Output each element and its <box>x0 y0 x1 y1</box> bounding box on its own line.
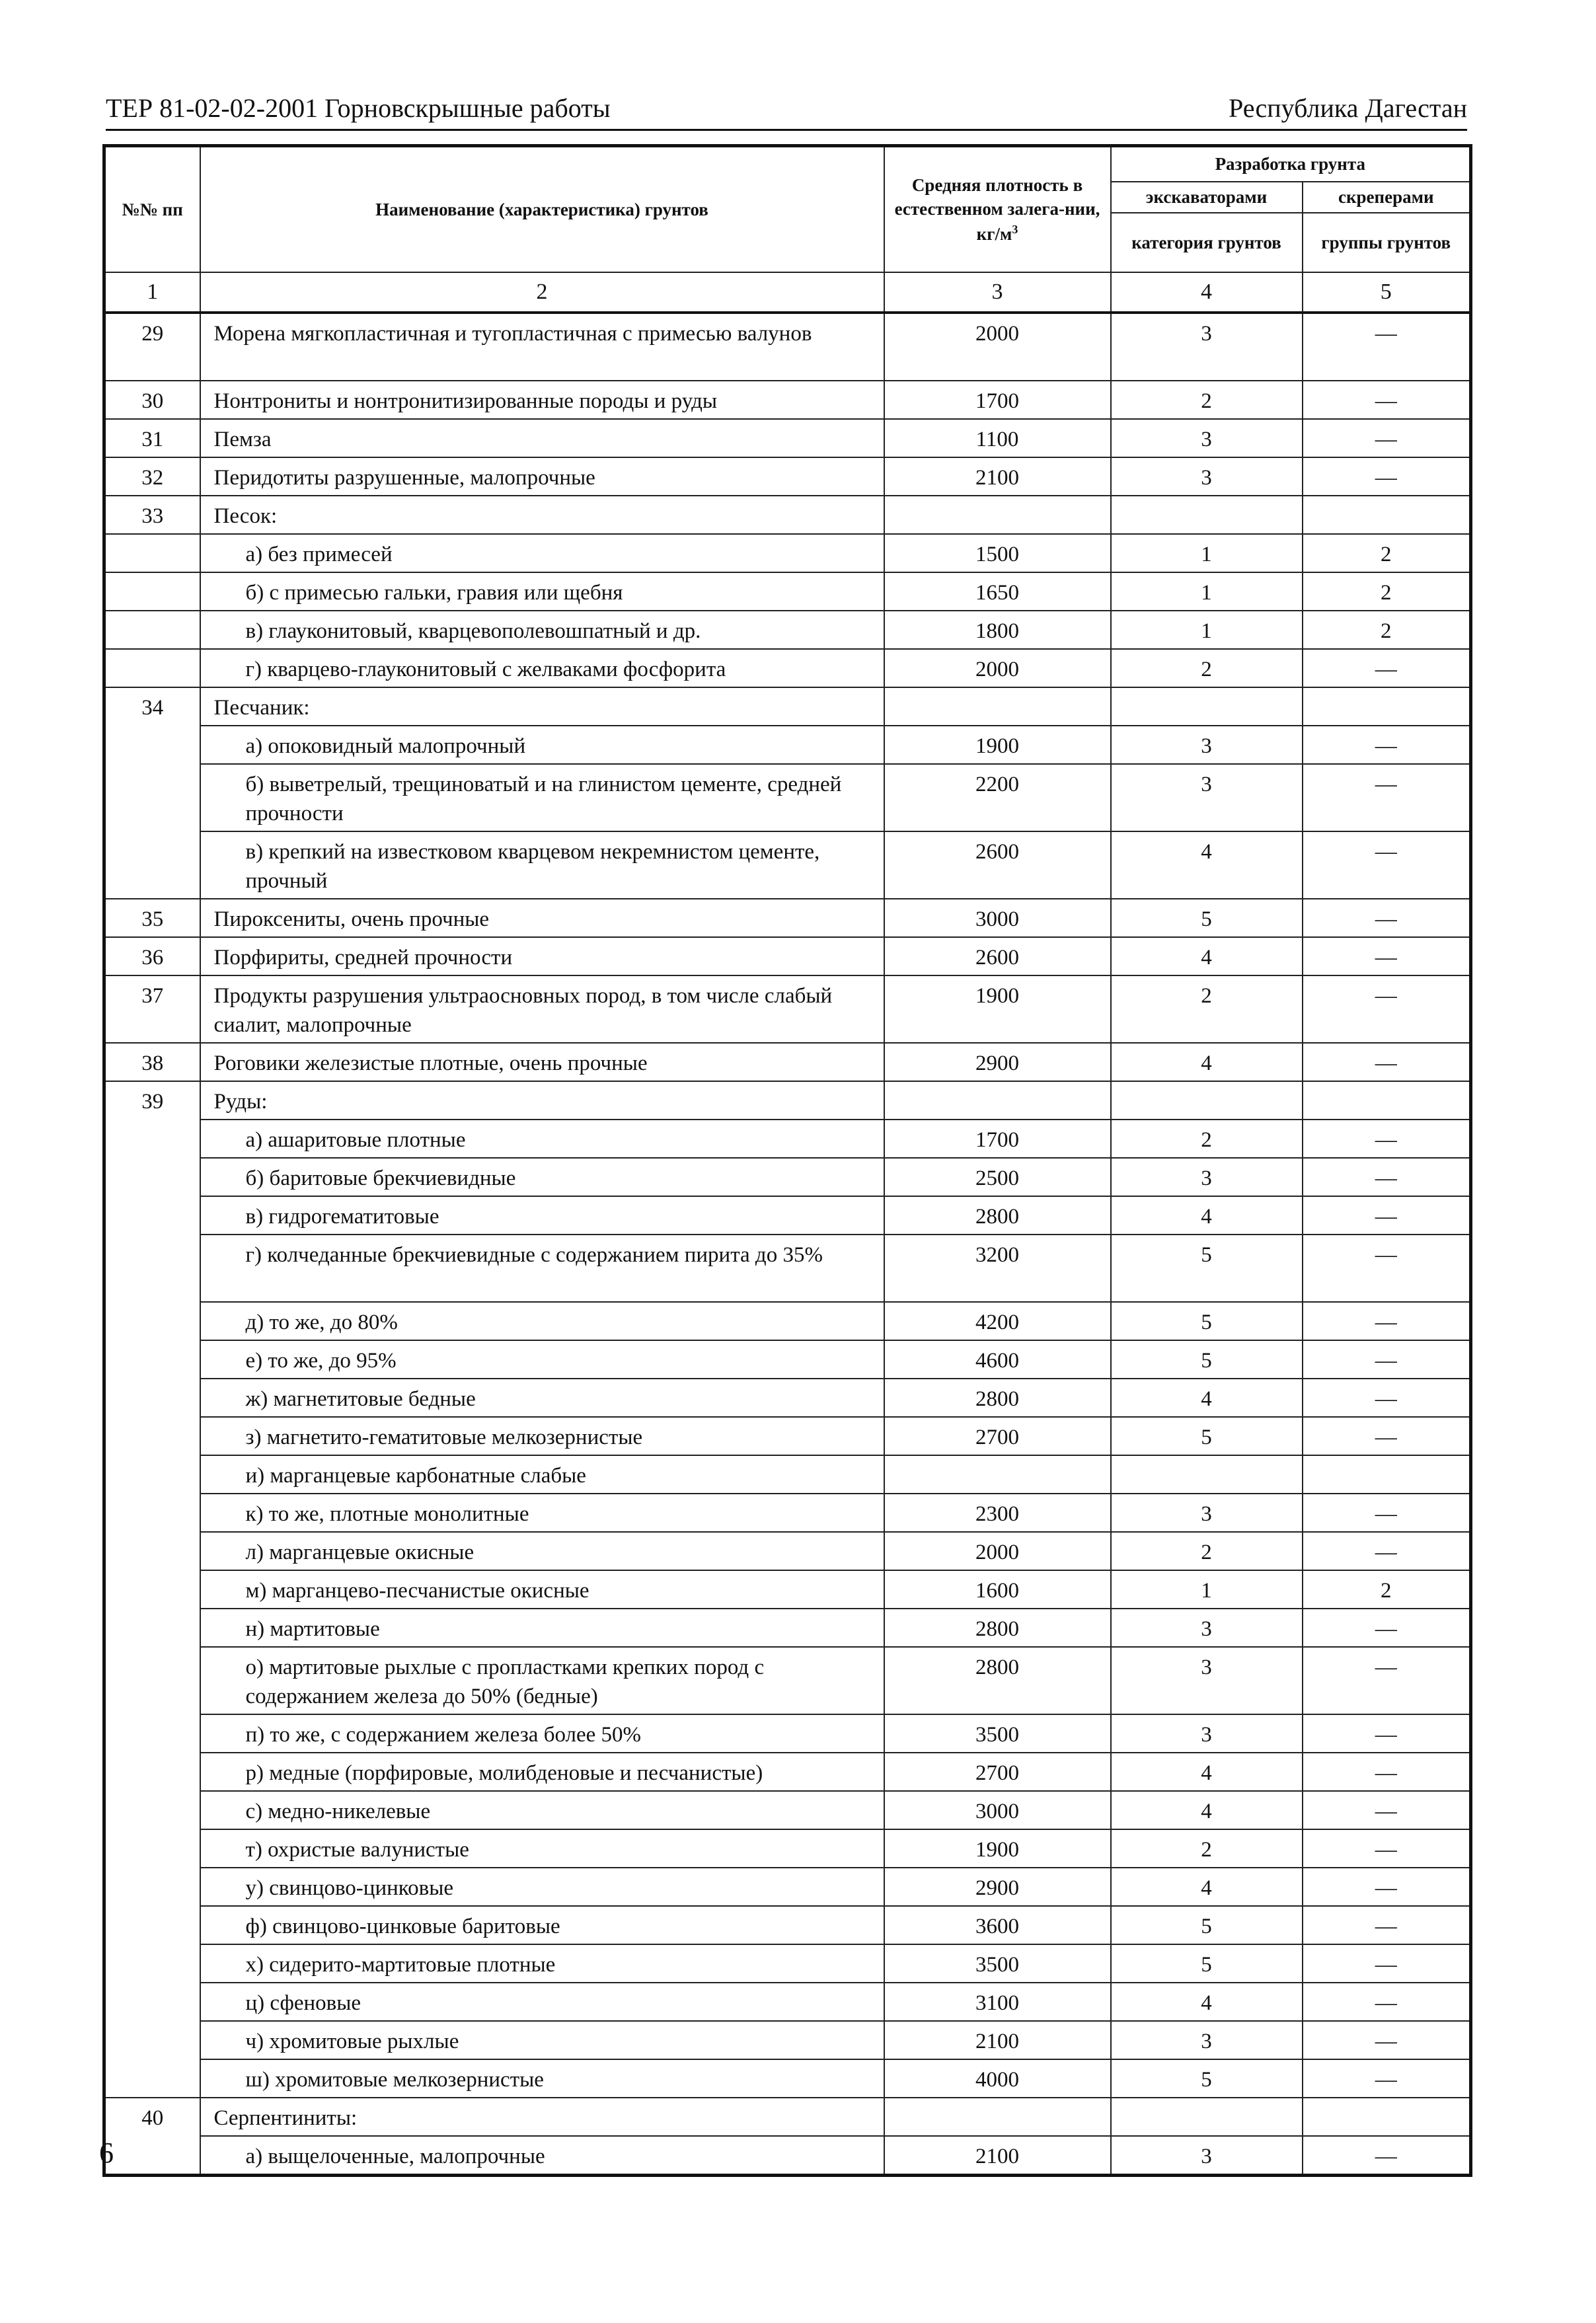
row-number: 39 <box>104 1081 200 1120</box>
excavator-category: 1 <box>1111 534 1303 572</box>
excavator-category: 2 <box>1111 975 1303 1043</box>
row-number <box>104 1158 200 1196</box>
row-number: 38 <box>104 1043 200 1081</box>
soil-name: г) кварцево-глауконитовый с желваками фосфорита <box>200 649 884 687</box>
soil-density: 2300 <box>884 1494 1111 1532</box>
soil-density: 3100 <box>884 1983 1111 2021</box>
scraper-group: — <box>1303 2059 1471 2098</box>
excavator-category: 2 <box>1111 649 1303 687</box>
column-number: 3 <box>884 272 1111 313</box>
excavator-category: 1 <box>1111 1570 1303 1609</box>
table-row <box>104 975 1471 1043</box>
soil-density: 2800 <box>884 1609 1111 1647</box>
scraper-group: — <box>1303 899 1471 937</box>
scraper-group: — <box>1303 1609 1471 1647</box>
excavator-category: 5 <box>1111 1340 1303 1379</box>
soil-name: Песчаник: <box>200 687 884 726</box>
soil-density: 1100 <box>884 419 1111 457</box>
scraper-group: — <box>1303 381 1471 419</box>
soil-name: г) колчеданные брекчиевидные с содержанием пирита до 35% <box>200 1235 884 1302</box>
excavator-category: 2 <box>1111 1532 1303 1570</box>
soil-name: н) мартитовые <box>200 1609 884 1647</box>
scraper-group: — <box>1303 1417 1471 1455</box>
table-row <box>104 2059 1471 2098</box>
region-name: Республика Дагестан <box>1229 93 1467 123</box>
soil-density: 2100 <box>884 457 1111 496</box>
row-number <box>104 1868 200 1906</box>
soil-name: Пемза <box>200 419 884 457</box>
scraper-group: — <box>1303 1532 1471 1570</box>
row-number: 33 <box>104 496 200 534</box>
excavator-category: 3 <box>1111 1494 1303 1532</box>
soil-density: 2800 <box>884 1379 1111 1417</box>
row-number <box>104 1196 200 1235</box>
scraper-group: — <box>1303 2136 1471 2176</box>
excavator-category: 3 <box>1111 1609 1303 1647</box>
table-row <box>104 2098 1471 2136</box>
soil-name: ж) магнетитовые бедные <box>200 1379 884 1417</box>
row-number <box>104 1791 200 1829</box>
table-row <box>104 381 1471 419</box>
row-number: 35 <box>104 899 200 937</box>
soil-name: б) баритовые брекчиевидные <box>200 1158 884 1196</box>
soil-density-table <box>102 144 1472 2177</box>
soil-name: д) то же, до 80% <box>200 1302 884 1340</box>
soil-density: 1500 <box>884 534 1111 572</box>
row-number <box>104 1120 200 1158</box>
soil-density: 3500 <box>884 1714 1111 1753</box>
table-row <box>104 1944 1471 1983</box>
soil-density: 2200 <box>884 764 1111 831</box>
soil-density: 2700 <box>884 1417 1111 1455</box>
table-row <box>104 1753 1471 1791</box>
table-row <box>104 1570 1471 1609</box>
table-row <box>104 1983 1471 2021</box>
col-header-name: Наименование (характеристика) грунтов <box>200 146 884 273</box>
soil-name: Нонтрониты и нонтронитизированные породы и руды <box>200 381 884 419</box>
row-number <box>104 726 200 764</box>
table-row <box>104 457 1471 496</box>
scraper-group: — <box>1303 1196 1471 1235</box>
scraper-group: — <box>1303 831 1471 899</box>
row-number <box>104 1235 200 1302</box>
row-number <box>104 1340 200 1379</box>
table-row <box>104 534 1471 572</box>
soil-name: к) то же, плотные монолитные <box>200 1494 884 1532</box>
scraper-group: — <box>1303 1043 1471 1081</box>
table-row <box>104 764 1471 831</box>
soil-name: е) то же, до 95% <box>200 1340 884 1379</box>
soil-density: 2600 <box>884 937 1111 975</box>
scraper-group: — <box>1303 1158 1471 1196</box>
scraper-group: — <box>1303 649 1471 687</box>
row-number: 40 <box>104 2098 200 2136</box>
scraper-group: — <box>1303 726 1471 764</box>
scraper-group: — <box>1303 1791 1471 1829</box>
scraper-group: — <box>1303 419 1471 457</box>
row-number <box>104 1379 200 1417</box>
excavator-category: 4 <box>1111 1983 1303 2021</box>
table-row <box>104 726 1471 764</box>
row-number <box>104 1455 200 1494</box>
row-number: 36 <box>104 937 200 975</box>
excavator-category: 3 <box>1111 1158 1303 1196</box>
excavator-category: 4 <box>1111 1753 1303 1791</box>
soil-density: 1800 <box>884 611 1111 649</box>
row-number <box>104 1494 200 1532</box>
table-row <box>104 496 1471 534</box>
soil-density: 1700 <box>884 1120 1111 1158</box>
col-header-density-text: Средняя плотность в естественном залега-нии, кг/м <box>894 174 1100 244</box>
soil-density: 2000 <box>884 1532 1111 1570</box>
scraper-group <box>1303 2098 1471 2136</box>
soil-name: ц) сфеновые <box>200 1983 884 2021</box>
soil-density: 2900 <box>884 1868 1111 1906</box>
soil-density: 2100 <box>884 2021 1111 2059</box>
excavator-category <box>1111 1455 1303 1494</box>
excavator-category: 2 <box>1111 381 1303 419</box>
scraper-group: — <box>1303 1302 1471 1340</box>
excavator-category: 4 <box>1111 831 1303 899</box>
table-header <box>104 146 1471 313</box>
column-number: 4 <box>1111 272 1303 313</box>
row-number <box>104 1609 200 1647</box>
soil-density: 1900 <box>884 975 1111 1043</box>
soil-density: 2000 <box>884 649 1111 687</box>
scraper-group: — <box>1303 1340 1471 1379</box>
excavator-category <box>1111 496 1303 534</box>
scraper-group: — <box>1303 764 1471 831</box>
soil-density: 3000 <box>884 899 1111 937</box>
soil-table-container <box>102 144 1469 2177</box>
row-number <box>104 534 200 572</box>
soil-name: ш) хромитовые мелкозернистые <box>200 2059 884 2098</box>
soil-density: 3200 <box>884 1235 1111 1302</box>
scraper-group: 2 <box>1303 534 1471 572</box>
excavator-category: 2 <box>1111 1829 1303 1868</box>
row-number <box>104 2021 200 2059</box>
excavator-category: 5 <box>1111 1302 1303 1340</box>
scraper-group: 2 <box>1303 611 1471 649</box>
column-number: 1 <box>104 272 200 313</box>
row-number <box>104 1647 200 1714</box>
table-row <box>104 899 1471 937</box>
soil-name: м) марганцево-песчанистые окисные <box>200 1570 884 1609</box>
soil-density: 3600 <box>884 1906 1111 1944</box>
table-row <box>104 2136 1471 2176</box>
soil-name: Пироксениты, очень прочные <box>200 899 884 937</box>
soil-density: 2600 <box>884 831 1111 899</box>
table-row <box>104 1647 1471 1714</box>
table-row <box>104 831 1471 899</box>
scraper-group: — <box>1303 1379 1471 1417</box>
soil-name: а) опоковидный малопрочный <box>200 726 884 764</box>
col-header-scrapers-group: группы грунтов <box>1303 213 1471 272</box>
excavator-category: 2 <box>1111 1120 1303 1158</box>
row-number: 37 <box>104 975 200 1043</box>
soil-name: з) магнетито-гематитовые мелкозернистые <box>200 1417 884 1455</box>
table-row <box>104 1120 1471 1158</box>
row-number <box>104 1570 200 1609</box>
excavator-category: 3 <box>1111 1647 1303 1714</box>
scraper-group: — <box>1303 1906 1471 1944</box>
column-number-row <box>104 272 1471 313</box>
row-number: 29 <box>104 313 200 381</box>
soil-name: Серпентиниты: <box>200 2098 884 2136</box>
row-number <box>104 572 200 611</box>
scraper-group: — <box>1303 1944 1471 1983</box>
excavator-category: 4 <box>1111 1868 1303 1906</box>
soil-name: б) выветрелый, трещиноватый и на глинистом цементе, средней прочности <box>200 764 884 831</box>
scraper-group: — <box>1303 1868 1471 1906</box>
table-row <box>104 1906 1471 1944</box>
soil-density <box>884 687 1111 726</box>
excavator-category: 3 <box>1111 764 1303 831</box>
table-row <box>104 1235 1471 1302</box>
excavator-category: 4 <box>1111 1791 1303 1829</box>
scraper-group: — <box>1303 1494 1471 1532</box>
soil-name: с) медно-никелевые <box>200 1791 884 1829</box>
soil-name: б) с примесью гальки, гравия или щебня <box>200 572 884 611</box>
soil-name: Роговики железистые плотные, очень прочные <box>200 1043 884 1081</box>
page-number: 6 <box>99 2137 114 2169</box>
col-header-excavators-category: категория грунтов <box>1111 213 1303 272</box>
soil-density: 1600 <box>884 1570 1111 1609</box>
table-row <box>104 687 1471 726</box>
row-number <box>104 2136 200 2176</box>
excavator-category: 3 <box>1111 1714 1303 1753</box>
soil-density: 2700 <box>884 1753 1111 1791</box>
row-number <box>104 649 200 687</box>
table-row <box>104 1714 1471 1753</box>
soil-density: 4000 <box>884 2059 1111 2098</box>
row-number <box>104 831 200 899</box>
col-header-density-sup: 3 <box>1012 222 1018 236</box>
col-header-scrapers: скреперами <box>1303 182 1471 213</box>
soil-name: Перидотиты разрушенные, малопрочные <box>200 457 884 496</box>
soil-name: а) ашаритовые плотные <box>200 1120 884 1158</box>
soil-density: 1900 <box>884 1829 1111 1868</box>
soil-density <box>884 2098 1111 2136</box>
soil-density <box>884 496 1111 534</box>
scraper-group: — <box>1303 457 1471 496</box>
row-number <box>104 1532 200 1570</box>
soil-density: 2800 <box>884 1196 1111 1235</box>
excavator-category <box>1111 2098 1303 2136</box>
excavator-category: 5 <box>1111 1235 1303 1302</box>
excavator-category: 5 <box>1111 1417 1303 1455</box>
excavator-category: 1 <box>1111 611 1303 649</box>
row-number <box>104 1944 200 1983</box>
table-row <box>104 572 1471 611</box>
row-number <box>104 1829 200 1868</box>
table-row <box>104 1379 1471 1417</box>
soil-name: т) охристые валунистые <box>200 1829 884 1868</box>
table-row <box>104 1791 1471 1829</box>
scraper-group: — <box>1303 1714 1471 1753</box>
table-row <box>104 1868 1471 1906</box>
soil-name: и) марганцевые карбонатные слабые <box>200 1455 884 1494</box>
soil-name: в) глауконитовый, кварцевополевошпатный и др. <box>200 611 884 649</box>
excavator-category: 3 <box>1111 2136 1303 2176</box>
table-row <box>104 937 1471 975</box>
row-number: 31 <box>104 419 200 457</box>
table-row <box>104 313 1471 381</box>
soil-density: 1650 <box>884 572 1111 611</box>
scraper-group: — <box>1303 2021 1471 2059</box>
table-row <box>104 1494 1471 1532</box>
table-row <box>104 1196 1471 1235</box>
soil-name: а) выщелоченные, малопрочные <box>200 2136 884 2176</box>
excavator-category: 5 <box>1111 2059 1303 2098</box>
table-body <box>104 313 1471 2176</box>
soil-density: 2100 <box>884 2136 1111 2176</box>
excavator-category <box>1111 1081 1303 1120</box>
excavator-category: 3 <box>1111 419 1303 457</box>
row-number <box>104 1714 200 1753</box>
soil-name: в) крепкий на известковом кварцевом некремнистом цементе, прочный <box>200 831 884 899</box>
excavator-category: 4 <box>1111 1196 1303 1235</box>
soil-name: о) мартитовые рыхлые с пропластками крепких пород с содержанием железа до 50% (бедные) <box>200 1647 884 1714</box>
scraper-group: — <box>1303 1983 1471 2021</box>
excavator-category: 3 <box>1111 726 1303 764</box>
scraper-group: — <box>1303 1120 1471 1158</box>
table-row <box>104 2021 1471 2059</box>
soil-density <box>884 1081 1111 1120</box>
table-row <box>104 1302 1471 1340</box>
soil-name: ф) свинцово-цинковые баритовые <box>200 1906 884 1944</box>
excavator-category: 1 <box>1111 572 1303 611</box>
scraper-group: — <box>1303 1647 1471 1714</box>
soil-density: 3000 <box>884 1791 1111 1829</box>
soil-name: ч) хромитовые рыхлые <box>200 2021 884 2059</box>
scraper-group: — <box>1303 1753 1471 1791</box>
excavator-category: 5 <box>1111 1944 1303 1983</box>
excavator-category: 5 <box>1111 899 1303 937</box>
soil-density <box>884 1455 1111 1494</box>
col-header-density <box>884 146 1111 273</box>
excavator-category: 5 <box>1111 1906 1303 1944</box>
soil-density: 2800 <box>884 1647 1111 1714</box>
table-row <box>104 1158 1471 1196</box>
scraper-group <box>1303 1081 1471 1120</box>
excavator-category <box>1111 687 1303 726</box>
excavator-category: 3 <box>1111 2021 1303 2059</box>
scraper-group: 2 <box>1303 572 1471 611</box>
table-row <box>104 1829 1471 1868</box>
table-row <box>104 1609 1471 1647</box>
soil-density: 2500 <box>884 1158 1111 1196</box>
row-number <box>104 611 200 649</box>
soil-name: у) свинцово-цинковые <box>200 1868 884 1906</box>
col-header-num: №№ пп <box>104 146 200 273</box>
soil-name: а) без примесей <box>200 534 884 572</box>
excavator-category: 3 <box>1111 457 1303 496</box>
table-row <box>104 649 1471 687</box>
scraper-group: — <box>1303 313 1471 381</box>
soil-name: Порфириты, средней прочности <box>200 937 884 975</box>
scraper-group <box>1303 1455 1471 1494</box>
scraper-group: 2 <box>1303 1570 1471 1609</box>
soil-name: Песок: <box>200 496 884 534</box>
column-number: 5 <box>1303 272 1471 313</box>
soil-name: п) то же, с содержанием железа более 50% <box>200 1714 884 1753</box>
soil-name: Руды: <box>200 1081 884 1120</box>
row-number: 34 <box>104 687 200 726</box>
excavator-category: 3 <box>1111 313 1303 381</box>
table-row <box>104 419 1471 457</box>
row-number: 32 <box>104 457 200 496</box>
table-row <box>104 1455 1471 1494</box>
excavator-category: 4 <box>1111 1043 1303 1081</box>
row-number <box>104 1302 200 1340</box>
excavator-category: 4 <box>1111 937 1303 975</box>
row-number <box>104 2059 200 2098</box>
soil-density: 1900 <box>884 726 1111 764</box>
column-number: 2 <box>200 272 884 313</box>
table-row <box>104 1081 1471 1120</box>
document-title: ТЕР 81-02-02-2001 Горновскрышные работы <box>106 93 611 123</box>
soil-density: 2000 <box>884 313 1111 381</box>
soil-density: 4200 <box>884 1302 1111 1340</box>
soil-name: р) медные (порфировые, молибденовые и песчанистые) <box>200 1753 884 1791</box>
soil-density: 1700 <box>884 381 1111 419</box>
table-row <box>104 611 1471 649</box>
soil-name: Продукты разрушения ультраосновных пород, в том числе слабый сиалит, малопрочные <box>200 975 884 1043</box>
scraper-group <box>1303 496 1471 534</box>
row-number: 30 <box>104 381 200 419</box>
row-number <box>104 1417 200 1455</box>
scraper-group: — <box>1303 1829 1471 1868</box>
soil-density: 4600 <box>884 1340 1111 1379</box>
soil-name: х) сидерито-мартитовые плотные <box>200 1944 884 1983</box>
row-number <box>104 1983 200 2021</box>
scraper-group <box>1303 687 1471 726</box>
row-number <box>104 1906 200 1944</box>
row-number <box>104 764 200 831</box>
scraper-group: — <box>1303 1235 1471 1302</box>
table-row <box>104 1340 1471 1379</box>
table-row <box>104 1043 1471 1081</box>
soil-name: л) марганцевые окисные <box>200 1532 884 1570</box>
table-row <box>104 1532 1471 1570</box>
soil-name: Морена мягкопластичная и тугопластичная с примесью валунов <box>200 313 884 381</box>
table-row <box>104 1417 1471 1455</box>
scraper-group: — <box>1303 975 1471 1043</box>
soil-name: в) гидрогематитовые <box>200 1196 884 1235</box>
page-header <box>106 83 1467 131</box>
soil-density: 2900 <box>884 1043 1111 1081</box>
scraper-group: — <box>1303 937 1471 975</box>
excavator-category: 4 <box>1111 1379 1303 1417</box>
row-number <box>104 1753 200 1791</box>
col-header-development: Разработка грунта <box>1111 146 1471 182</box>
soil-density: 3500 <box>884 1944 1111 1983</box>
col-header-excavators: экскаваторами <box>1111 182 1303 213</box>
